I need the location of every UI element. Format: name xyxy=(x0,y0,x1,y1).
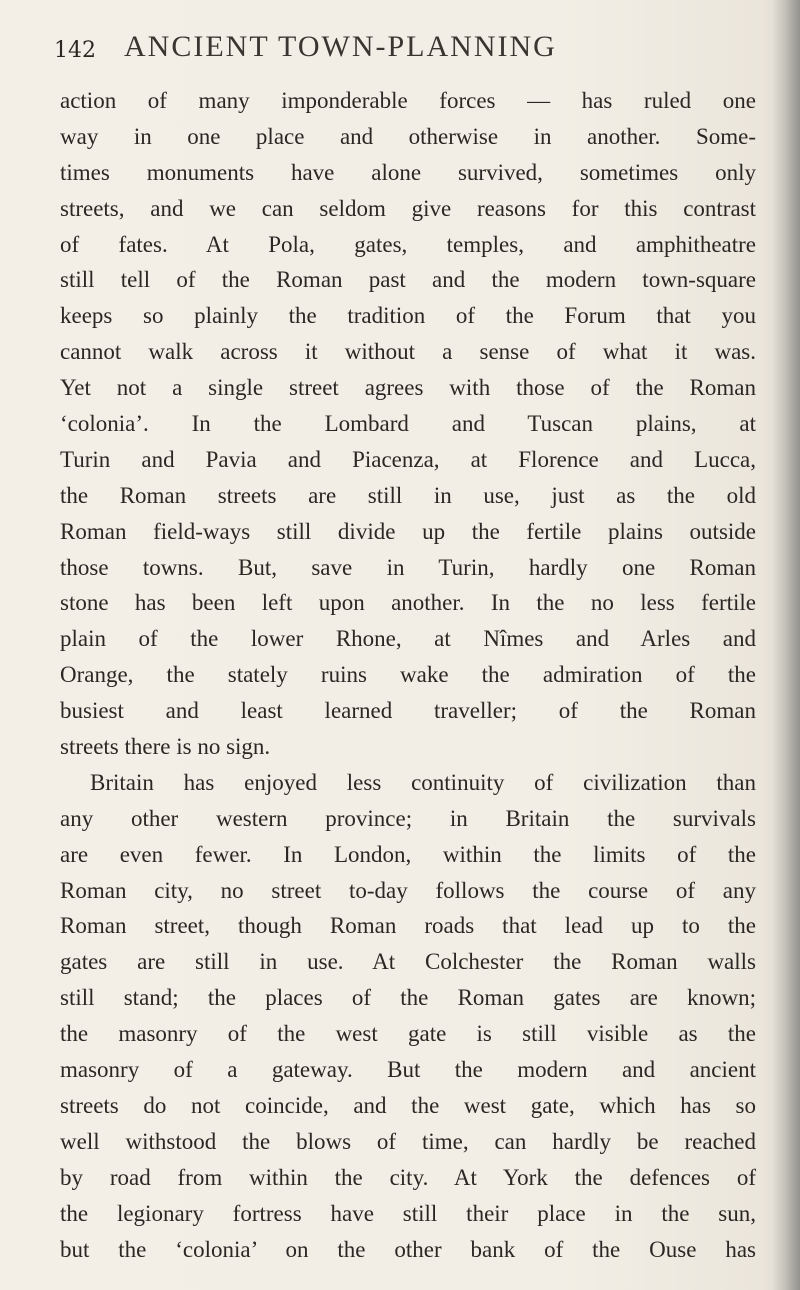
text-line: cannot walk across it without a sense of what it was. xyxy=(60,339,756,365)
paragraph-start-line: Britain has enjoyed less continuity of civilization than xyxy=(90,769,756,795)
text-line: of fates. At Pola, gates, temples, and amphitheatre xyxy=(60,231,756,257)
text-line: by road from within the city. At York the defences of xyxy=(60,1164,756,1190)
paragraph-end-line: streets there is no sign. xyxy=(60,734,271,760)
text-line: stone has been left upon another. In the no less fertile xyxy=(60,590,756,616)
text-line: Orange, the stately ruins wake the admiration of the xyxy=(60,662,756,688)
text-line: ‘colonia’. In the Lombard and Tuscan plains, at xyxy=(60,411,756,437)
text-line: well withstood the blows of time, can hardly be reached xyxy=(60,1128,756,1154)
running-head xyxy=(54,30,754,70)
text-line: still stand; the places of the Roman gates are known; xyxy=(60,985,756,1011)
text-line: Yet not a single street agrees with those of the Roman xyxy=(60,375,756,401)
text-line: way in one place and otherwise in another. Some- xyxy=(60,123,756,149)
page-number: 142 xyxy=(54,38,96,63)
text-line: streets, and we can seldom give reasons for this contrast xyxy=(60,195,756,221)
text-line: the legionary fortress have still their place in the sun, xyxy=(60,1200,756,1226)
text-line: masonry of a gateway. But the modern and ancient xyxy=(60,1057,756,1083)
text-line: Roman street, though Roman roads that lead up to the xyxy=(60,913,756,939)
text-line: the Roman streets are still in use, just as the old xyxy=(60,482,756,508)
page-edge-shadow xyxy=(772,0,800,1290)
running-title: ANCIENT TOWN-PLANNING xyxy=(124,30,557,63)
text-line: gates are still in use. At Colchester the Roman walls xyxy=(60,949,756,975)
text-line: the masonry of the west gate is still visible as the xyxy=(60,1021,756,1047)
text-line: times monuments have alone survived, sometimes only xyxy=(60,159,756,185)
text-line: Turin and Pavia and Piacenza, at Florence and Lucca, xyxy=(60,446,756,472)
text-line: those towns. But, save in Turin, hardly one Roman xyxy=(60,554,756,580)
text-line: busiest and least learned traveller; of the Roman xyxy=(60,698,756,724)
text-line: are even fewer. In London, within the limits of the xyxy=(60,841,756,867)
text-line: but the ‘colonia’ on the other bank of the Ouse has xyxy=(60,1236,756,1262)
body-text xyxy=(60,83,756,1267)
text-line: keeps so plainly the tradition of the Forum that you xyxy=(60,303,756,329)
text-line: Roman city, no street to-day follows the course of any xyxy=(60,877,756,903)
text-line: streets do not coincide, and the west gate, which has so xyxy=(60,1092,756,1118)
text-line: any other western province; in Britain the survivals xyxy=(60,805,756,831)
text-line: Roman field-ways still divide up the fertile plains outside xyxy=(60,518,756,544)
text-line: plain of the lower Rhone, at Nîmes and Arles and xyxy=(60,626,756,652)
text-line: still tell of the Roman past and the modern town-square xyxy=(60,267,756,293)
text-line: action of many imponderable forces — has ruled one xyxy=(60,88,756,113)
